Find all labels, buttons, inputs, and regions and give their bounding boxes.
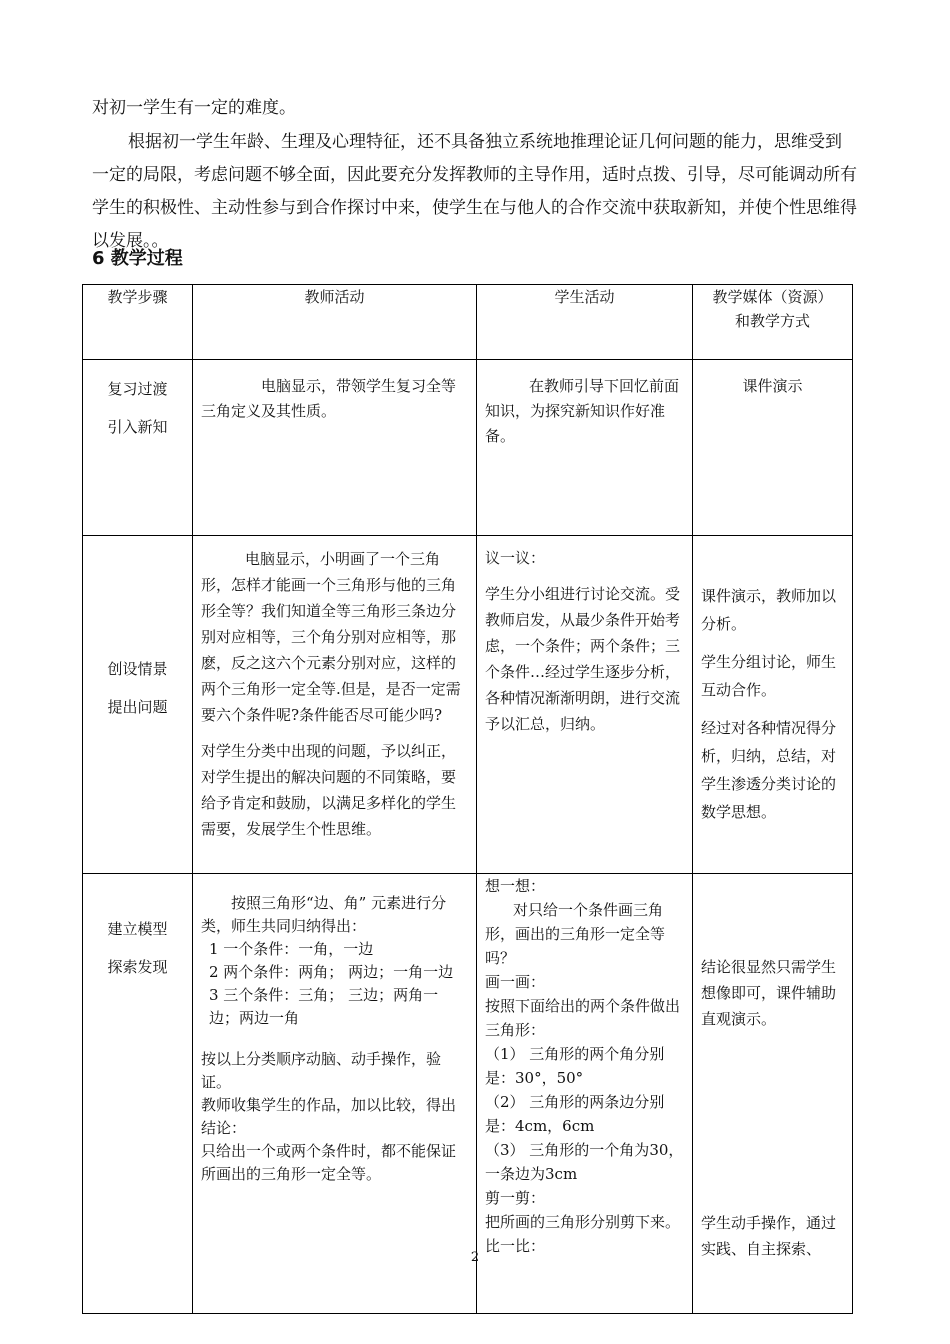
teacher-text: 只给出一个或两个条件时，都不能保证所画出的三角形一定全等。	[201, 1142, 457, 1183]
media-text: 结论很显然只需学生想像即可，课件辅助直观演示。	[701, 958, 837, 1028]
page-number: 2	[470, 1250, 480, 1265]
student-text: 画一画：	[485, 973, 546, 991]
media-text: 学生动手操作，通过实践、自主探索、	[701, 1214, 837, 1258]
student-text: 想一想：	[485, 877, 546, 895]
student-text: 剪一剪：	[485, 1189, 546, 1207]
media-text: 课件演示	[742, 377, 803, 395]
teacher-text: 2 两个条件：两角； 两边；一角一边	[209, 963, 454, 981]
header-student: 学生活动	[477, 285, 693, 360]
student-text: （2） 三角形的两条边分别是：4cm，6cm	[485, 1093, 665, 1135]
teacher-text: 教师收集学生的作品，加以比较，得出结论：	[201, 1096, 457, 1137]
teacher-text: 按照三角形“边、角” 元素进行分类，师生共同归纳得出：	[201, 894, 447, 935]
step-line: 探索发现	[107, 958, 168, 976]
student-text: 对只给一个条件画三角形，画出的三角形一定全等吗？	[485, 901, 666, 967]
header-media-label: 教学媒体（资源）和教学方式	[712, 288, 833, 330]
table-header-row	[83, 285, 853, 360]
table-row	[83, 874, 853, 1314]
teacher-text: 3 三个条件：三角； 三边；两角一边；两边一角	[209, 986, 439, 1027]
media-text: 课件演示，教师加以分析。	[701, 587, 837, 633]
media-cell	[693, 536, 853, 874]
step-line: 建立模型	[107, 920, 168, 938]
header-step: 教学步骤	[83, 285, 193, 360]
student-text: （1） 三角形的两个角分别是：30°，50°	[485, 1045, 665, 1087]
student-text: 比一比：	[485, 1237, 546, 1255]
step-line: 复习过渡	[107, 380, 168, 398]
teacher-text: 电脑显示，小明画了一个三角形，怎样才能画一个三角形与他的三角形全等？我们知道全等三角形三条边分别对应相等，三个角分别对应相等，那麽，反之这六个元素分别对应，这样的两个三角形一定全等.但是，是否一定需要六个条件呢?条件能否尽可能少吗?	[201, 550, 461, 724]
media-text: 经过对各种情况得分析，归纳，总结，对学生渗透分类讨论的数学思想。	[701, 719, 837, 821]
intro-line: 对初一学生有一定的难度。	[92, 98, 296, 118]
step-cell	[83, 536, 193, 874]
step-line: 创设情景	[107, 660, 168, 678]
table-row	[83, 360, 853, 536]
teaching-process-table	[82, 284, 853, 1314]
media-cell	[693, 360, 853, 536]
intro-paragraph: 根据初一学生年龄、生理及心理特征，还不具备独立系统地推理论证几何问题的能力，思维受到一定的局限，考虑问题不够全面，因此要充分发挥教师的主导作用，适时点拨、引导，尽可能调动所有学生的积极性、主动性参与到合作探讨中来，使学生在与他人的合作交流中获取新知，并使个性思维得以发展。。	[92, 132, 857, 251]
header-media	[693, 285, 853, 360]
student-text: 学生分小组进行讨论交流。受教师启发，从最少条件开始考虑，一个条件；两个条件；三个条件…经过学生逐步分析，各种情况渐渐明朗，进行交流予以汇总，归纳。	[485, 585, 681, 733]
teacher-cell	[193, 360, 477, 536]
media-cell	[693, 874, 853, 1314]
media-text: 学生分组讨论，师生互动合作。	[701, 653, 837, 699]
header-teacher: 教师活动	[193, 285, 477, 360]
teacher-cell	[193, 536, 477, 874]
student-text: 在教师引导下回忆前面知识，为探究新知识作好准备。	[485, 377, 680, 445]
student-text: （3） 三角形的一个角为30，一条边为3cm	[485, 1141, 684, 1183]
student-cell	[477, 874, 693, 1314]
teacher-text: 按以上分类顺序动脑、动手操作，验证。	[201, 1050, 442, 1091]
teacher-cell	[193, 874, 477, 1314]
teacher-text: 1 一个条件：一角，一边	[209, 940, 374, 958]
step-line: 引入新知	[107, 418, 168, 436]
student-text: 议一议：	[485, 549, 546, 567]
student-text: 按照下面给出的两个条件做出三角形：	[485, 997, 681, 1039]
step-line: 提出问题	[107, 698, 168, 716]
section-heading: 6 教学过程	[92, 248, 183, 269]
step-cell	[83, 360, 193, 536]
student-cell	[477, 360, 693, 536]
teacher-text: 对学生分类中出现的问题，予以纠正，对学生提出的解决问题的不同策略，要给予肯定和鼓励，以满足多样化的学生需要，发展学生个性思维。	[201, 742, 457, 838]
student-text: 把所画的三角形分别剪下来。	[485, 1213, 681, 1231]
student-cell	[477, 536, 693, 874]
table-row	[83, 536, 853, 874]
step-cell	[83, 874, 193, 1314]
teacher-text: 电脑显示，带领学生复习全等三角定义及其性质。	[201, 377, 457, 420]
